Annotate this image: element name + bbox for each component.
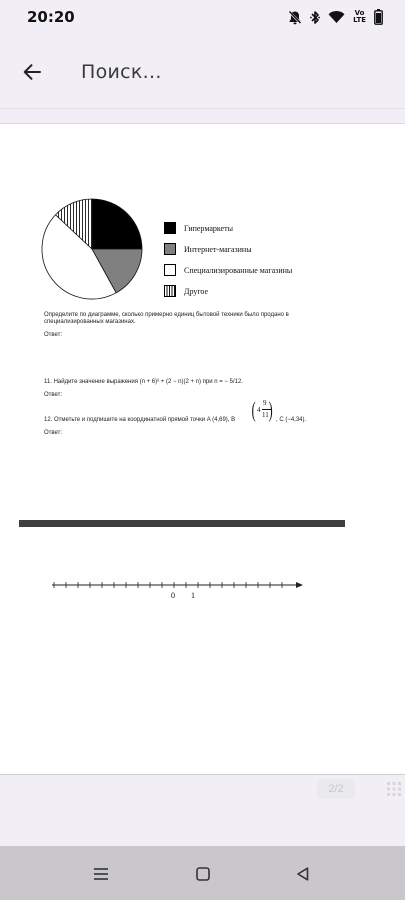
- recents-menu-icon: [93, 867, 109, 881]
- fraction-denominator: 11: [262, 411, 269, 419]
- wifi-icon: [328, 10, 345, 24]
- fraction-whole: 4: [257, 406, 261, 414]
- back-button[interactable]: [16, 56, 48, 88]
- legend-label: Гипермаркеты: [184, 223, 233, 233]
- notifications-off-icon: [288, 10, 302, 25]
- legend-swatch-hypermarkets: [164, 222, 176, 234]
- arrow-left-icon: [22, 62, 42, 82]
- answer-label: Ответ:: [44, 392, 63, 398]
- bluetooth-icon: [310, 10, 320, 25]
- question-pie-text: Определите по диаграмме, сколько примерно единиц бытовой техники было продано в: [44, 312, 289, 318]
- document-viewer[interactable]: [0, 109, 405, 846]
- question-11-text: 11. Найдите значение выражения (n + 6)² + (2 − n)(2 + n) при n = − 5/12.: [44, 379, 243, 385]
- number-line-label-one: 1: [191, 591, 195, 600]
- legend-item: [164, 242, 252, 256]
- legend-label: Другое: [184, 286, 209, 296]
- status-icons: [288, 8, 383, 26]
- app-bar: [0, 34, 405, 108]
- legend-label: Интернет-магазины: [184, 244, 252, 254]
- fraction-numerator: 9: [263, 399, 267, 407]
- volte-icon: Vo LTE: [353, 9, 366, 24]
- page-indicator: 2/2: [317, 779, 355, 799]
- back-triangle-icon: [295, 866, 311, 882]
- legend-swatch-other: [164, 285, 176, 297]
- home-button[interactable]: [190, 861, 216, 887]
- mixed-fraction: [253, 398, 273, 424]
- scan-separator-bar: [19, 520, 345, 527]
- grid-view-icon[interactable]: [386, 781, 402, 797]
- legend-item: [164, 263, 292, 277]
- status-time: 20:20: [27, 8, 75, 26]
- number-line-axis: [50, 579, 306, 591]
- system-nav-bar: [0, 846, 405, 900]
- document-page[interactable]: [0, 123, 405, 775]
- paren-left: (: [251, 397, 256, 422]
- answer-label: Ответ:: [44, 332, 63, 338]
- battery-icon: [374, 9, 383, 25]
- number-line-label-zero: 0: [171, 591, 175, 600]
- legend-swatch-specialized: [164, 264, 176, 276]
- back-nav-button[interactable]: [290, 861, 316, 887]
- legend-label: Специализированные магазины: [184, 265, 293, 275]
- pie-slice-hypermarkets: [92, 199, 142, 249]
- legend-item: [164, 284, 208, 298]
- question-12-text-cont: , C (−4,34).: [276, 417, 307, 423]
- legend-item: [164, 221, 233, 235]
- pie-chart: [30, 192, 170, 312]
- search-input[interactable]: Поиск...: [81, 61, 162, 83]
- home-square-icon: [195, 866, 211, 882]
- question-12-text: 12. Отметьте и подпишите на координатной прямой точки A (4,69), B: [44, 417, 236, 423]
- paren-right: ): [268, 397, 273, 422]
- recents-button[interactable]: [88, 861, 114, 887]
- legend-swatch-internet: [164, 243, 176, 255]
- answer-label: Ответ:: [44, 430, 63, 436]
- question-pie-text-cont: специализированных магазинах.: [44, 319, 136, 325]
- status-bar: [0, 0, 405, 34]
